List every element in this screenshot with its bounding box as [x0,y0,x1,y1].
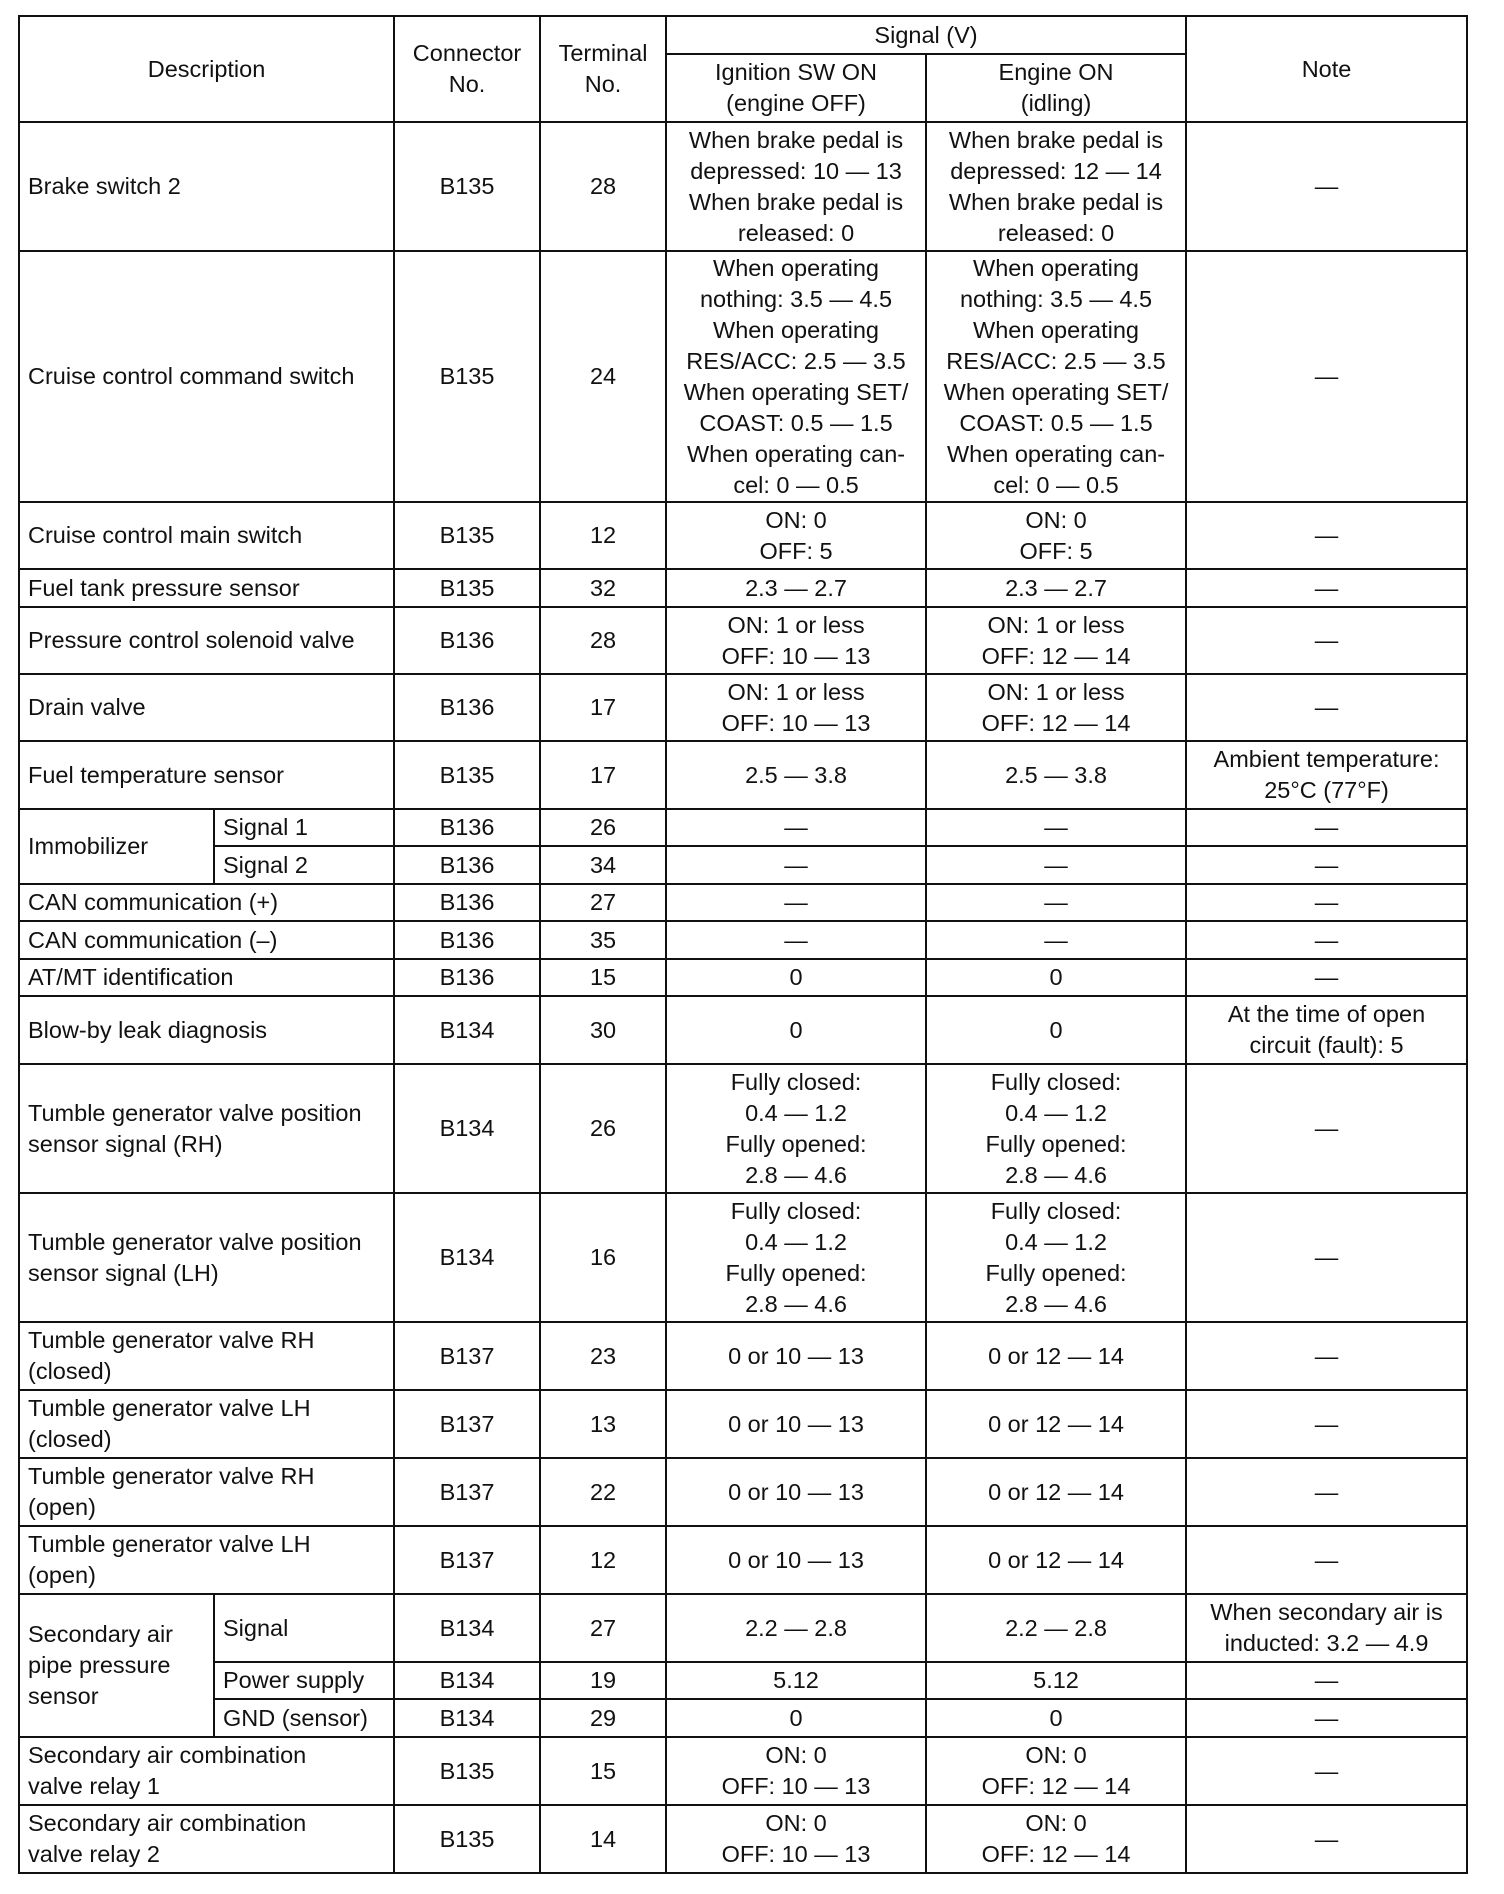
row-connector: B135 [394,1737,540,1805]
row-engine-signal: ON: 1 or less OFF: 12 — 14 [926,607,1186,674]
table-row [19,122,1467,251]
row-note: At the time of open circuit (fault): 5 [1186,996,1467,1064]
table-row [19,846,1467,884]
row-terminal: 26 [540,809,666,846]
row-connector: B136 [394,921,540,959]
row-group-label: Immobilizer [19,809,214,884]
row-description: Blow-by leak diagnosis [19,996,394,1064]
row-connector: B136 [394,674,540,741]
row-sub-description: Signal 1 [214,809,394,846]
row-connector: B137 [394,1526,540,1594]
row-note: — [1186,1526,1467,1594]
header-connector: Connector No. [394,16,540,122]
row-description: Tumble generator valve LH (open) [19,1526,394,1594]
row-ignition-signal: — [666,846,926,884]
row-connector: B134 [394,1064,540,1193]
table-row [19,1390,1467,1458]
row-note: — [1186,607,1467,674]
row-engine-signal: ON: 0 OFF: 12 — 14 [926,1737,1186,1805]
table-row [19,1805,1467,1873]
row-engine-signal: Fully closed: 0.4 — 1.2 Fully opened: 2.8 — 4.6 [926,1064,1186,1193]
row-terminal: 27 [540,884,666,921]
row-ignition-signal: 2.2 — 2.8 [666,1594,926,1662]
row-connector: B137 [394,1322,540,1390]
table-row [19,959,1467,996]
row-connector: B135 [394,569,540,607]
row-engine-signal: When brake pedal is depressed: 12 — 14 When brake pedal is released: 0 [926,122,1186,251]
row-connector: B135 [394,741,540,809]
row-ignition-signal: 0 or 10 — 13 [666,1390,926,1458]
row-ignition-signal: — [666,884,926,921]
row-note: — [1186,809,1467,846]
row-engine-signal: 0 [926,996,1186,1064]
row-engine-signal: ON: 1 or less OFF: 12 — 14 [926,674,1186,741]
row-engine-signal: 0 or 12 — 14 [926,1458,1186,1526]
row-terminal: 29 [540,1699,666,1737]
row-sub-description: Signal [214,1594,394,1662]
row-note: — [1186,502,1467,569]
row-note: — [1186,921,1467,959]
row-ignition-signal: ON: 1 or less OFF: 10 — 13 [666,607,926,674]
row-engine-signal: When operating nothing: 3.5 — 4.5 When operating RES/ACC: 2.5 — 3.5 When operating SET/ COAST: 0.5 — 1.5 When operating can- cel: 0 — 0.5 [926,251,1186,502]
row-description: CAN communication (–) [19,921,394,959]
row-ignition-signal: 5.12 [666,1662,926,1699]
table-row [19,809,1467,846]
row-engine-signal: 5.12 [926,1662,1186,1699]
row-connector: B134 [394,1193,540,1322]
row-connector: B136 [394,809,540,846]
row-description: Brake switch 2 [19,122,394,251]
row-engine-signal: 2.5 — 3.8 [926,741,1186,809]
row-terminal: 27 [540,1594,666,1662]
row-terminal: 17 [540,741,666,809]
row-ignition-signal: When brake pedal is depressed: 10 — 13 When brake pedal is released: 0 [666,122,926,251]
row-terminal: 19 [540,1662,666,1699]
row-ignition-signal: ON: 0 OFF: 10 — 13 [666,1805,926,1873]
table-row [19,674,1467,741]
row-note: — [1186,1737,1467,1805]
row-ignition-signal: 2.3 — 2.7 [666,569,926,607]
row-ignition-signal: 0 or 10 — 13 [666,1458,926,1526]
row-terminal: 22 [540,1458,666,1526]
row-ignition-signal: 2.5 — 3.8 [666,741,926,809]
table-row [19,251,1467,502]
signal-table [18,15,1468,1874]
row-engine-signal: — [926,809,1186,846]
row-connector: B134 [394,1699,540,1737]
row-connector: B135 [394,251,540,502]
row-description: Drain valve [19,674,394,741]
row-description: Fuel temperature sensor [19,741,394,809]
row-engine-signal: — [926,921,1186,959]
row-note: — [1186,674,1467,741]
row-connector: B136 [394,884,540,921]
row-note: — [1186,1699,1467,1737]
table-row [19,1193,1467,1322]
row-engine-signal: 0 [926,1699,1186,1737]
row-terminal: 26 [540,1064,666,1193]
header-ignition-sw-on: Ignition SW ON (engine OFF) [666,54,926,122]
row-description: Tumble generator valve RH (closed) [19,1322,394,1390]
row-terminal: 12 [540,502,666,569]
row-ignition-signal: 0 [666,1699,926,1737]
table-row [19,884,1467,921]
row-note: — [1186,1064,1467,1193]
table-row [19,1458,1467,1526]
table-row [19,1662,1467,1699]
row-terminal: 16 [540,1193,666,1322]
row-terminal: 17 [540,674,666,741]
row-ignition-signal: 0 [666,996,926,1064]
table-row [19,1064,1467,1193]
row-description: CAN communication (+) [19,884,394,921]
table-row [19,1594,1467,1662]
header-description: Description [19,16,394,122]
row-engine-signal: 0 or 12 — 14 [926,1526,1186,1594]
row-terminal: 24 [540,251,666,502]
row-terminal: 23 [540,1322,666,1390]
row-note: — [1186,959,1467,996]
row-engine-signal: 2.3 — 2.7 [926,569,1186,607]
table-row [19,1699,1467,1737]
row-note: Ambient temperature: 25°C (77°F) [1186,741,1467,809]
row-terminal: 13 [540,1390,666,1458]
row-connector: B136 [394,846,540,884]
row-terminal: 15 [540,959,666,996]
row-terminal: 35 [540,921,666,959]
row-description: Tumble generator valve position sensor signal (RH) [19,1064,394,1193]
row-connector: B137 [394,1390,540,1458]
row-connector: B134 [394,1594,540,1662]
header-terminal: Terminal No. [540,16,666,122]
row-group-label: Secondary air pipe pressure sensor [19,1594,214,1737]
row-sub-description: GND (sensor) [214,1699,394,1737]
row-connector: B136 [394,959,540,996]
row-description: Secondary air combination valve relay 1 [19,1737,394,1805]
row-sub-description: Signal 2 [214,846,394,884]
row-engine-signal: — [926,846,1186,884]
row-ignition-signal: — [666,921,926,959]
row-note: — [1186,1805,1467,1873]
row-note: — [1186,122,1467,251]
header-note: Note [1186,16,1467,122]
row-ignition-signal: ON: 1 or less OFF: 10 — 13 [666,674,926,741]
header-signal: Signal (V) [666,16,1186,54]
row-connector: B135 [394,1805,540,1873]
row-note: When secondary air is inducted: 3.2 — 4.9 [1186,1594,1467,1662]
row-terminal: 34 [540,846,666,884]
row-sub-description: Power supply [214,1662,394,1699]
row-description: Secondary air combination valve relay 2 [19,1805,394,1873]
row-description: Cruise control main switch [19,502,394,569]
table-row [19,607,1467,674]
row-ignition-signal: 0 or 10 — 13 [666,1322,926,1390]
row-terminal: 28 [540,607,666,674]
table-row [19,569,1467,607]
row-note: — [1186,1193,1467,1322]
row-ignition-signal: ON: 0 OFF: 10 — 13 [666,1737,926,1805]
row-ignition-signal: Fully closed: 0.4 — 1.2 Fully opened: 2.8 — 4.6 [666,1193,926,1322]
table-row [19,1737,1467,1805]
row-note: — [1186,1390,1467,1458]
row-description: Fuel tank pressure sensor [19,569,394,607]
row-ignition-signal: Fully closed: 0.4 — 1.2 Fully opened: 2.8 — 4.6 [666,1064,926,1193]
row-description: Tumble generator valve RH (open) [19,1458,394,1526]
row-terminal: 14 [540,1805,666,1873]
row-engine-signal: ON: 0 OFF: 5 [926,502,1186,569]
table-row [19,741,1467,809]
row-connector: B135 [394,122,540,251]
row-description: Pressure control solenoid valve [19,607,394,674]
row-ignition-signal: When operating nothing: 3.5 — 4.5 When operating RES/ACC: 2.5 — 3.5 When operating SET/ COAST: 0.5 — 1.5 When operating can- cel: 0 — 0.5 [666,251,926,502]
row-note: — [1186,884,1467,921]
row-connector: B137 [394,1458,540,1526]
row-note: — [1186,1458,1467,1526]
header-engine-on: Engine ON (idling) [926,54,1186,122]
row-description: Tumble generator valve LH (closed) [19,1390,394,1458]
row-engine-signal: ON: 0 OFF: 12 — 14 [926,1805,1186,1873]
row-connector: B134 [394,996,540,1064]
row-note: — [1186,251,1467,502]
table-row [19,996,1467,1064]
row-terminal: 15 [540,1737,666,1805]
row-engine-signal: 0 or 12 — 14 [926,1322,1186,1390]
table-row [19,502,1467,569]
row-ignition-signal: 0 [666,959,926,996]
row-connector: B136 [394,607,540,674]
row-note: — [1186,846,1467,884]
row-terminal: 32 [540,569,666,607]
row-note: — [1186,1662,1467,1699]
table-row [19,921,1467,959]
row-note: — [1186,569,1467,607]
row-engine-signal: 0 [926,959,1186,996]
row-engine-signal: — [926,884,1186,921]
table-row [19,1322,1467,1390]
row-connector: B134 [394,1662,540,1699]
row-description: AT/MT identification [19,959,394,996]
table-row [19,1526,1467,1594]
row-ignition-signal: ON: 0 OFF: 5 [666,502,926,569]
row-engine-signal: 2.2 — 2.8 [926,1594,1186,1662]
row-terminal: 12 [540,1526,666,1594]
row-ignition-signal: — [666,809,926,846]
row-terminal: 30 [540,996,666,1064]
row-ignition-signal: 0 or 10 — 13 [666,1526,926,1594]
row-engine-signal: 0 or 12 — 14 [926,1390,1186,1458]
row-description: Cruise control command switch [19,251,394,502]
row-description: Tumble generator valve position sensor signal (LH) [19,1193,394,1322]
row-terminal: 28 [540,122,666,251]
row-note: — [1186,1322,1467,1390]
row-connector: B135 [394,502,540,569]
row-engine-signal: Fully closed: 0.4 — 1.2 Fully opened: 2.8 — 4.6 [926,1193,1186,1322]
